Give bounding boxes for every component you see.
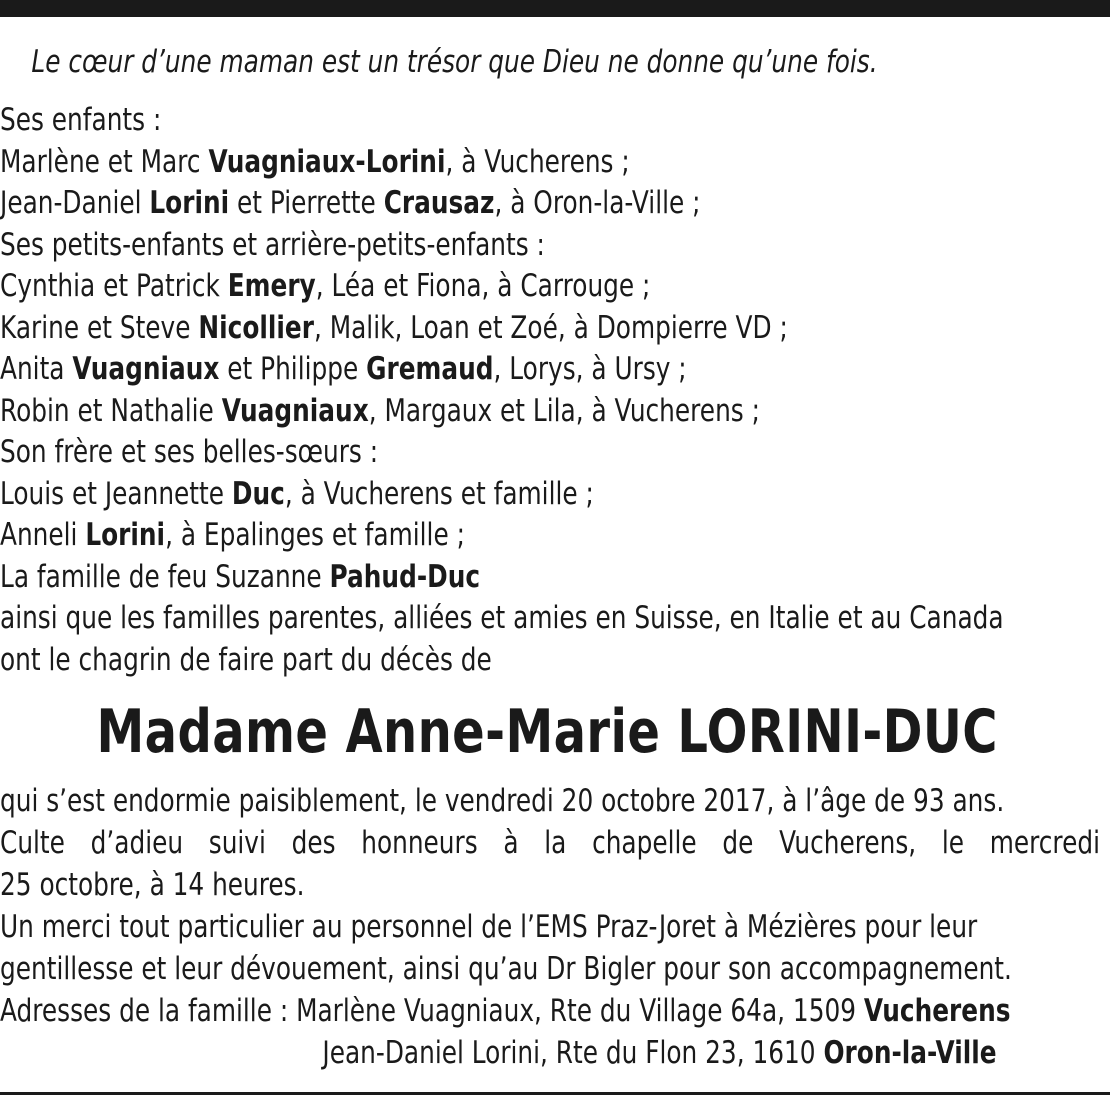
ceremony-word: la — [544, 825, 567, 861]
line-text: , à Vucherens et famille ; — [284, 475, 594, 512]
line-text: , à Vucherens ; — [445, 143, 630, 180]
line-text: et Philippe — [219, 351, 367, 387]
surname: Vuagniaux — [72, 351, 220, 387]
line-text: Robin et Nathalie — [0, 392, 222, 429]
line-text: Louis et Jeannette — [0, 475, 232, 512]
surname: Gremaud — [366, 351, 494, 387]
line-text: Cynthia et Patrick — [0, 268, 228, 304]
surname: Vuagniaux-Lorini — [208, 143, 446, 180]
ceremony-line — [0, 822, 1100, 864]
ceremony-word: honneurs — [361, 825, 478, 861]
ceremony-word: de — [722, 825, 754, 861]
family-line — [0, 474, 1004, 516]
line-text: ainsi que les familles parentes, alliées et amies en Suisse, en Italie et au Canada — [0, 600, 1004, 636]
family-line — [0, 266, 1004, 308]
family-line — [0, 100, 1004, 142]
line-text: Anneli — [0, 517, 86, 553]
family-line — [0, 349, 1004, 391]
surname: Lorini — [149, 185, 230, 221]
line-text: Karine et Steve — [0, 309, 199, 346]
line-text: , à Oron-la-Ville ; — [494, 185, 701, 221]
ceremony-word: Vucherens, — [779, 825, 917, 861]
family-line — [0, 142, 1004, 184]
line-text: Ses enfants : — [0, 102, 162, 138]
family-list — [0, 100, 1004, 681]
ceremony-word: suivi — [208, 825, 266, 861]
family-line — [0, 515, 1004, 557]
deceased-name: Madame Anne-Marie LORINI-DUC — [96, 697, 998, 767]
address-2-city: Oron-la-Ville — [823, 1035, 997, 1071]
line-text: Anita — [0, 351, 73, 387]
surname: Duc — [231, 475, 285, 512]
line-text: Jean-Daniel — [0, 185, 150, 221]
thanks-line-1: Un merci tout particulier au personnel de l’EMS Praz-Joret à Mézières pour leur — [0, 909, 978, 945]
family-line — [0, 391, 1004, 433]
line-text: , Malik, Loan et Zoé, à Dompierre VD ; — [313, 309, 788, 346]
bottom-border-rule — [0, 1092, 1110, 1095]
ceremony-word: mercredi — [989, 825, 1100, 861]
epigraph-quote: Le cœur d’une maman est un trésor que Dieu ne donne qu’une fois. — [31, 44, 878, 80]
line-text: ont le chagrin de faire part du décès de — [0, 641, 492, 678]
ceremony-word: d’adieu — [90, 825, 184, 861]
ceremony-date: 25 octobre, à 14 heures. — [0, 867, 305, 903]
surname: Vuagniaux — [221, 392, 369, 429]
line-text: Son frère et ses belles-sœurs : — [0, 434, 379, 470]
family-line — [0, 432, 1004, 474]
surname: Pahud-Duc — [329, 558, 481, 595]
thanks-line-2: gentillesse et leur dévouement, ainsi qu’au Dr Bigler pour son accompagnement. — [0, 951, 1012, 987]
line-text: , à Epalinges et famille ; — [165, 517, 465, 553]
surname: Emery — [227, 268, 316, 304]
family-line — [0, 183, 1004, 225]
line-text: Ses petits-enfants et arrière-petits-enfants : — [0, 226, 545, 263]
line-text: et Pierrette — [229, 185, 384, 221]
family-address-1 — [0, 990, 1100, 1032]
line-text: Marlène et Marc — [0, 143, 209, 180]
line-text: , Margaux et Lila, à Vucherens ; — [368, 392, 760, 429]
family-address-2 — [0, 1032, 1100, 1074]
family-line — [0, 557, 1004, 599]
family-line — [0, 308, 1004, 350]
family-line — [0, 640, 1004, 682]
ceremony-word: le — [941, 825, 965, 861]
line-text: La famille de feu Suzanne — [0, 558, 330, 595]
ceremony-word: chapelle — [592, 825, 697, 861]
address-2-text: Jean-Daniel Lorini, Rte du Flon 23, 1610 — [322, 1035, 824, 1071]
death-announcement: qui s’est endormie paisiblement, le vendredi 20 octobre 2017, à l’âge de 93 ans. — [0, 783, 1005, 819]
address-1-city: Vucherens — [863, 993, 1011, 1029]
family-line — [0, 598, 1004, 640]
surname: Crausaz — [383, 185, 495, 221]
line-text: , Léa et Fiona, à Carrouge ; — [315, 268, 651, 304]
surname: Lorini — [85, 517, 166, 553]
ceremony-word: Culte — [0, 825, 65, 861]
surname: Nicollier — [198, 309, 314, 346]
line-text: , Lorys, à Ursy ; — [493, 351, 687, 387]
address-1-text: Adresses de la famille : Marlène Vuagniaux, Rte du Village 64a, 1509 — [0, 993, 864, 1029]
ceremony-word: à — [503, 825, 519, 861]
notice-body — [0, 780, 1100, 1074]
ceremony-word: des — [291, 825, 336, 861]
top-border-bar — [0, 0, 1110, 17]
family-line — [0, 225, 1004, 267]
